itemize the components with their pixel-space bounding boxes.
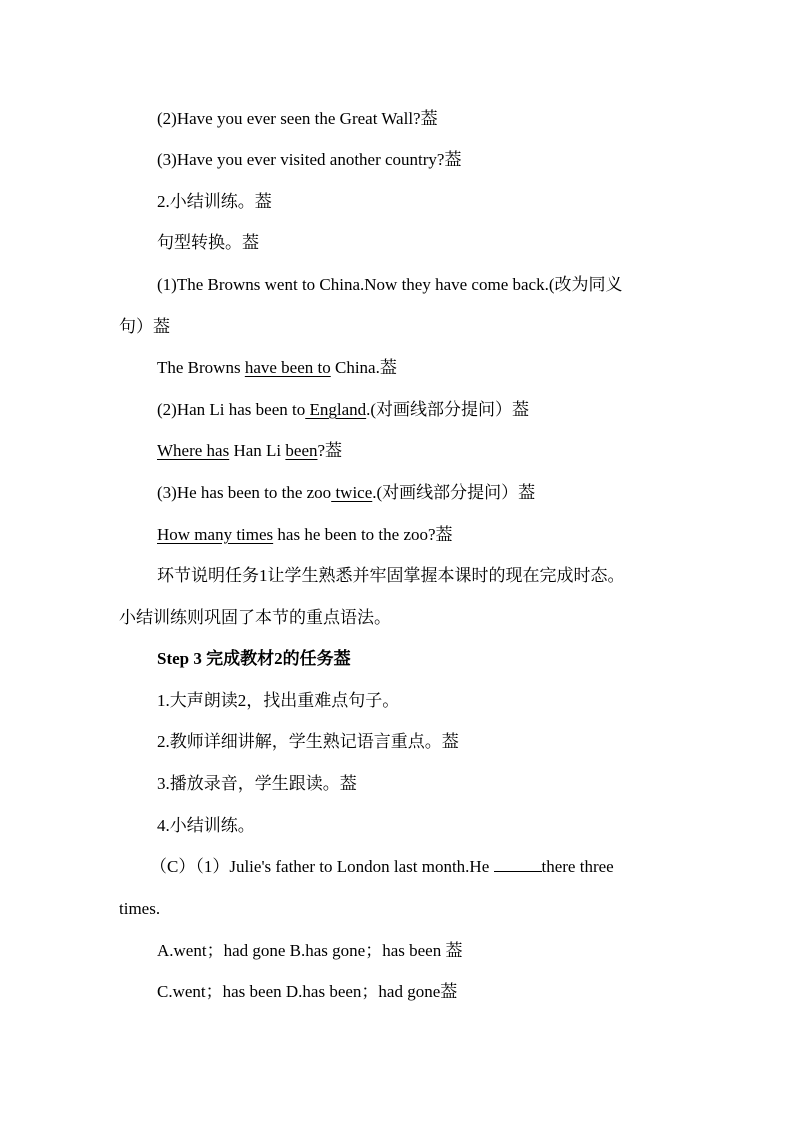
exercise-text: （C）（1）Julie's father to London last month.He (150, 857, 494, 876)
transform-1-line-2: 句）葢 (119, 317, 170, 336)
transform-3 (157, 482, 535, 504)
options-a-b: A.went；had gone B.has gone；has been 葢 (157, 941, 463, 960)
exercise-question (150, 856, 614, 878)
note-line-1: 环节说明任务1让学生熟悉并牢固掌握本课时的现在完成时态。 (157, 566, 625, 585)
sentence-transform-heading: 句型转换。葢 (157, 233, 259, 252)
answer-underlined: Where has (157, 441, 230, 460)
answer-underlined: been (285, 441, 318, 460)
answer-underlined: have been to (244, 358, 331, 377)
answer-text: Han Li (229, 441, 286, 460)
question-3: (3)Have you ever visited another country?葢 (157, 150, 462, 169)
exercise-text: there three (541, 857, 614, 876)
transform-text: .(对画线部分提问）葢 (372, 483, 536, 502)
step-item-4: 4.小结训练。 (157, 816, 255, 835)
transform-text: (3)He has been to the zoo (157, 483, 332, 502)
summary-heading: 2.小结训练。葢 (157, 192, 272, 211)
answer-text: has he been to the zoo?葢 (273, 525, 453, 544)
answer-text: ?葢 (317, 441, 343, 460)
answer-text: The Browns (157, 358, 245, 377)
question-2: (2)Have you ever seen the Great Wall?葢 (157, 109, 438, 128)
answer-blank (494, 857, 542, 872)
step-item-2: 2.教师详细讲解，学生熟记语言重点。葢 (157, 732, 459, 751)
transform-1-line-1: (1)The Browns went to China.Now they have come back.(改为同义 (157, 275, 623, 294)
transform-2-answer (157, 440, 342, 462)
transform-3-answer (157, 524, 453, 546)
step-3-heading: Step 3 完成教材2的任务葢 (157, 649, 351, 668)
answer-text: China.葢 (330, 358, 397, 377)
transform-2 (157, 399, 529, 421)
transform-text: (2)Han Li has been to (157, 400, 306, 419)
underlined-word: England (305, 400, 367, 419)
transform-1-answer (157, 357, 397, 379)
answer-underlined: How many times (157, 525, 274, 544)
step-item-1: 1.大声朗读2，找出重难点句子。 (157, 691, 400, 710)
options-c-d: C.went；has been D.has been；had gone葢 (157, 982, 458, 1001)
transform-text: .(对画线部分提问）葢 (366, 400, 530, 419)
step-item-3: 3.播放录音，学生跟读。葢 (157, 774, 357, 793)
underlined-word: twice (331, 483, 373, 502)
note-line-2: 小结训练则巩固了本节的重点语法。 (119, 608, 391, 627)
exercise-question-line-2: times. (119, 899, 161, 918)
